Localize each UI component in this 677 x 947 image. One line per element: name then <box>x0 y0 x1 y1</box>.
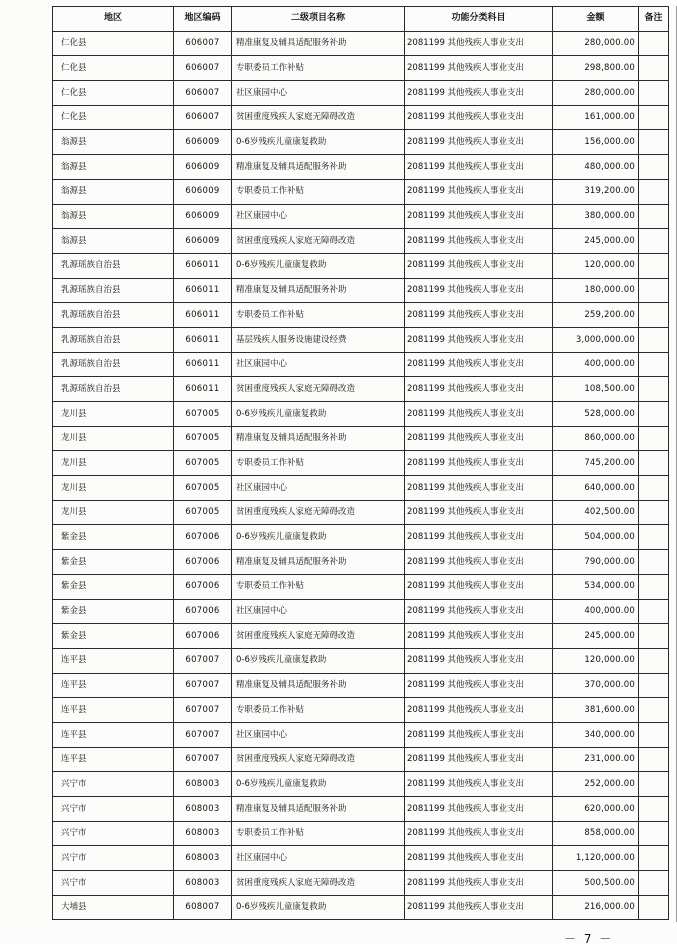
cell-item-name: 贫困重度残疾人家庭无障碍改造 <box>232 105 405 130</box>
cell-function-category: 2081199 其他残疾人事业支出 <box>405 451 553 476</box>
cell-function-category: 2081199 其他残疾人事业支出 <box>405 500 553 525</box>
cell-region: 紫金县 <box>53 574 174 599</box>
cell-item-name: 专职委员工作补贴 <box>232 574 405 599</box>
cell-function-category: 2081199 其他残疾人事业支出 <box>405 476 553 501</box>
cell-note <box>639 772 669 797</box>
cell-note <box>639 253 669 278</box>
cell-item-name: 贫困重度残疾人家庭无障碍改造 <box>232 624 405 649</box>
table-row <box>53 673 669 698</box>
cell-amount: 120,000.00 <box>553 648 639 673</box>
cell-note <box>639 747 669 772</box>
cell-item-name: 精准康复及辅具适配服务补助 <box>232 550 405 575</box>
table-row <box>53 31 669 56</box>
cell-item-name: 专职委员工作补贴 <box>232 179 405 204</box>
cell-region: 龙川县 <box>53 451 174 476</box>
cell-region: 乳源瑶族自治县 <box>53 303 174 328</box>
cell-function-category: 2081199 其他残疾人事业支出 <box>405 426 553 451</box>
cell-amount: 216,000.00 <box>553 895 639 920</box>
cell-item-name: 社区康园中心 <box>232 599 405 624</box>
cell-region: 龙川县 <box>53 402 174 427</box>
cell-function-category: 2081199 其他残疾人事业支出 <box>405 895 553 920</box>
cell-item-name: 精准康复及辅具适配服务补助 <box>232 278 405 303</box>
cell-item-name: 贫困重度残疾人家庭无障碍改造 <box>232 229 405 254</box>
table-row <box>53 204 669 229</box>
cell-item-name: 精准康复及辅具适配服务补助 <box>232 797 405 822</box>
cell-item-name: 贫困重度残疾人家庭无障碍改造 <box>232 747 405 772</box>
cell-amount: 259,200.00 <box>553 303 639 328</box>
cell-region: 兴宁市 <box>53 846 174 871</box>
cell-note <box>639 105 669 130</box>
table-row <box>53 821 669 846</box>
cell-amount: 180,000.00 <box>553 278 639 303</box>
cell-note <box>639 204 669 229</box>
cell-note <box>639 599 669 624</box>
table-row <box>53 451 669 476</box>
cell-function-category: 2081199 其他残疾人事业支出 <box>405 599 553 624</box>
cell-amount: 298,800.00 <box>553 56 639 81</box>
cell-region-code: 607006 <box>174 599 232 624</box>
table-row <box>53 155 669 180</box>
cell-note <box>639 624 669 649</box>
header-region-code: 地区编码 <box>174 7 232 32</box>
cell-function-category: 2081199 其他残疾人事业支出 <box>405 352 553 377</box>
cell-item-name: 精准康复及辅具适配服务补助 <box>232 31 405 56</box>
cell-amount: 120,000.00 <box>553 253 639 278</box>
cell-region: 兴宁市 <box>53 821 174 846</box>
cell-region: 大埔县 <box>53 895 174 920</box>
cell-function-category: 2081199 其他残疾人事业支出 <box>405 871 553 896</box>
cell-item-name: 专职委员工作补贴 <box>232 821 405 846</box>
cell-region-code: 607007 <box>174 673 232 698</box>
table-row <box>53 253 669 278</box>
cell-amount: 252,000.00 <box>553 772 639 797</box>
cell-region-code: 608007 <box>174 895 232 920</box>
cell-item-name: 社区康园中心 <box>232 352 405 377</box>
page-number: － 7 － <box>564 932 614 946</box>
cell-region-code: 606011 <box>174 352 232 377</box>
cell-amount: 161,000.00 <box>553 105 639 130</box>
cell-function-category: 2081199 其他残疾人事业支出 <box>405 673 553 698</box>
cell-region: 乳源瑶族自治县 <box>53 327 174 352</box>
cell-region-code: 606011 <box>174 278 232 303</box>
table-row <box>53 599 669 624</box>
cell-amount: 245,000.00 <box>553 229 639 254</box>
cell-region-code: 607006 <box>174 550 232 575</box>
table-row <box>53 426 669 451</box>
cell-function-category: 2081199 其他残疾人事业支出 <box>405 525 553 550</box>
cell-item-name: 社区康园中心 <box>232 846 405 871</box>
cell-region-code: 607007 <box>174 747 232 772</box>
cell-item-name: 社区康园中心 <box>232 722 405 747</box>
cell-region: 连平县 <box>53 648 174 673</box>
cell-amount: 380,000.00 <box>553 204 639 229</box>
cell-item-name: 0-6岁残疾儿童康复救助 <box>232 525 405 550</box>
funding-table <box>52 6 669 920</box>
cell-function-category: 2081199 其他残疾人事业支出 <box>405 624 553 649</box>
cell-function-category: 2081199 其他残疾人事业支出 <box>405 747 553 772</box>
cell-amount: 381,600.00 <box>553 698 639 723</box>
cell-region: 兴宁市 <box>53 871 174 896</box>
table-row <box>53 402 669 427</box>
cell-region-code: 606011 <box>174 303 232 328</box>
cell-region-code: 606007 <box>174 31 232 56</box>
table-body <box>53 31 669 920</box>
table-row <box>53 56 669 81</box>
cell-amount: 108,500.00 <box>553 377 639 402</box>
cell-region: 翁源县 <box>53 155 174 180</box>
cell-function-category: 2081199 其他残疾人事业支出 <box>405 722 553 747</box>
cell-note <box>639 476 669 501</box>
cell-region: 龙川县 <box>53 476 174 501</box>
table-row <box>53 476 669 501</box>
table-header-row <box>53 7 669 32</box>
table-row <box>53 624 669 649</box>
cell-item-name: 0-6岁残疾儿童康复救助 <box>232 772 405 797</box>
cell-region: 龙川县 <box>53 426 174 451</box>
cell-region: 紫金县 <box>53 550 174 575</box>
cell-item-name: 社区康园中心 <box>232 204 405 229</box>
cell-item-name: 贫困重度残疾人家庭无障碍改造 <box>232 377 405 402</box>
cell-function-category: 2081199 其他残疾人事业支出 <box>405 648 553 673</box>
cell-region-code: 606011 <box>174 253 232 278</box>
table-row <box>53 550 669 575</box>
cell-function-category: 2081199 其他残疾人事业支出 <box>405 155 553 180</box>
cell-amount: 860,000.00 <box>553 426 639 451</box>
cell-amount: 858,000.00 <box>553 821 639 846</box>
cell-function-category: 2081199 其他残疾人事业支出 <box>405 550 553 575</box>
cell-note <box>639 130 669 155</box>
cell-note <box>639 377 669 402</box>
cell-region-code: 608003 <box>174 821 232 846</box>
cell-item-name: 基层残疾人服务设施建设经费 <box>232 327 405 352</box>
cell-function-category: 2081199 其他残疾人事业支出 <box>405 821 553 846</box>
cell-amount: 480,000.00 <box>553 155 639 180</box>
cell-item-name: 专职委员工作补贴 <box>232 56 405 81</box>
cell-amount: 1,120,000.00 <box>553 846 639 871</box>
cell-region-code: 606009 <box>174 179 232 204</box>
cell-region: 连平县 <box>53 698 174 723</box>
table-row <box>53 303 669 328</box>
cell-region: 乳源瑶族自治县 <box>53 377 174 402</box>
cell-amount: 156,000.00 <box>553 130 639 155</box>
cell-amount: 245,000.00 <box>553 624 639 649</box>
cell-amount: 280,000.00 <box>553 81 639 106</box>
table-row <box>53 278 669 303</box>
cell-function-category: 2081199 其他残疾人事业支出 <box>405 327 553 352</box>
cell-region: 仁化县 <box>53 81 174 106</box>
table-row <box>53 871 669 896</box>
cell-function-category: 2081199 其他残疾人事业支出 <box>405 303 553 328</box>
cell-item-name: 精准康复及辅具适配服务补助 <box>232 155 405 180</box>
cell-amount: 402,500.00 <box>553 500 639 525</box>
cell-region-code: 606009 <box>174 155 232 180</box>
cell-note <box>639 846 669 871</box>
cell-region: 连平县 <box>53 673 174 698</box>
cell-amount: 504,000.00 <box>553 525 639 550</box>
cell-item-name: 贫困重度残疾人家庭无障碍改造 <box>232 500 405 525</box>
table-row <box>53 229 669 254</box>
header-region: 地区 <box>53 7 174 32</box>
table-row <box>53 130 669 155</box>
cell-note <box>639 179 669 204</box>
header-note: 备注 <box>639 7 669 32</box>
cell-item-name: 0-6岁残疾儿童康复救助 <box>232 130 405 155</box>
cell-function-category: 2081199 其他残疾人事业支出 <box>405 698 553 723</box>
cell-item-name: 社区康园中心 <box>232 81 405 106</box>
table-row <box>53 352 669 377</box>
table-row <box>53 377 669 402</box>
cell-amount: 340,000.00 <box>553 722 639 747</box>
cell-region-code: 606007 <box>174 81 232 106</box>
cell-region: 兴宁市 <box>53 797 174 822</box>
table-row <box>53 698 669 723</box>
cell-region-code: 606011 <box>174 327 232 352</box>
cell-amount: 500,500.00 <box>553 871 639 896</box>
cell-region: 龙川县 <box>53 500 174 525</box>
cell-item-name: 0-6岁残疾儿童康复救助 <box>232 402 405 427</box>
cell-region: 紫金县 <box>53 624 174 649</box>
cell-region: 紫金县 <box>53 525 174 550</box>
cell-region: 仁化县 <box>53 56 174 81</box>
cell-function-category: 2081199 其他残疾人事业支出 <box>405 846 553 871</box>
cell-note <box>639 81 669 106</box>
cell-region-code: 606007 <box>174 105 232 130</box>
cell-amount: 400,000.00 <box>553 352 639 377</box>
cell-function-category: 2081199 其他残疾人事业支出 <box>405 402 553 427</box>
cell-region-code: 606009 <box>174 229 232 254</box>
cell-note <box>639 31 669 56</box>
cell-region-code: 607005 <box>174 402 232 427</box>
table-row <box>53 895 669 920</box>
header-function-category: 功能分类科目 <box>405 7 553 32</box>
cell-function-category: 2081199 其他残疾人事业支出 <box>405 797 553 822</box>
cell-item-name: 专职委员工作补贴 <box>232 698 405 723</box>
cell-note <box>639 327 669 352</box>
cell-region: 翁源县 <box>53 130 174 155</box>
table-row <box>53 648 669 673</box>
cell-region: 翁源县 <box>53 204 174 229</box>
cell-item-name: 贫困重度残疾人家庭无障碍改造 <box>232 871 405 896</box>
cell-region: 乳源瑶族自治县 <box>53 278 174 303</box>
cell-item-name: 专职委员工作补贴 <box>232 303 405 328</box>
cell-amount: 280,000.00 <box>553 31 639 56</box>
cell-region: 乳源瑶族自治县 <box>53 352 174 377</box>
table-row <box>53 722 669 747</box>
cell-region-code: 607005 <box>174 500 232 525</box>
cell-note <box>639 352 669 377</box>
cell-note <box>639 426 669 451</box>
cell-item-name: 精准康复及辅具适配服务补助 <box>232 673 405 698</box>
cell-region-code: 606011 <box>174 377 232 402</box>
cell-function-category: 2081199 其他残疾人事业支出 <box>405 204 553 229</box>
cell-region-code: 608003 <box>174 772 232 797</box>
cell-region-code: 606009 <box>174 204 232 229</box>
cell-region: 翁源县 <box>53 179 174 204</box>
cell-note <box>639 797 669 822</box>
cell-amount: 370,000.00 <box>553 673 639 698</box>
cell-item-name: 精准康复及辅具适配服务补助 <box>232 426 405 451</box>
cell-region-code: 607005 <box>174 451 232 476</box>
cell-note <box>639 451 669 476</box>
cell-function-category: 2081199 其他残疾人事业支出 <box>405 81 553 106</box>
cell-amount: 534,000.00 <box>553 574 639 599</box>
cell-amount: 745,200.00 <box>553 451 639 476</box>
cell-note <box>639 821 669 846</box>
cell-note <box>639 229 669 254</box>
cell-region: 兴宁市 <box>53 772 174 797</box>
header-amount: 金额 <box>553 7 639 32</box>
cell-function-category: 2081199 其他残疾人事业支出 <box>405 574 553 599</box>
cell-function-category: 2081199 其他残疾人事业支出 <box>405 278 553 303</box>
cell-region-code: 607006 <box>174 574 232 599</box>
cell-amount: 231,000.00 <box>553 747 639 772</box>
cell-region-code: 608003 <box>174 797 232 822</box>
table-row <box>53 500 669 525</box>
cell-region-code: 606007 <box>174 56 232 81</box>
cell-function-category: 2081199 其他残疾人事业支出 <box>405 31 553 56</box>
header-item-name: 二级项目名称 <box>232 7 405 32</box>
cell-item-name: 0-6岁残疾儿童康复救助 <box>232 253 405 278</box>
table-row <box>53 797 669 822</box>
table-row <box>53 105 669 130</box>
cell-region: 紫金县 <box>53 599 174 624</box>
cell-note <box>639 278 669 303</box>
cell-note <box>639 155 669 180</box>
cell-function-category: 2081199 其他残疾人事业支出 <box>405 179 553 204</box>
cell-function-category: 2081199 其他残疾人事业支出 <box>405 56 553 81</box>
cell-note <box>639 722 669 747</box>
cell-region-code: 608003 <box>174 871 232 896</box>
cell-amount: 790,000.00 <box>553 550 639 575</box>
cell-item-name: 社区康园中心 <box>232 476 405 501</box>
cell-note <box>639 574 669 599</box>
cell-note <box>639 550 669 575</box>
cell-region-code: 607007 <box>174 698 232 723</box>
cell-note <box>639 56 669 81</box>
cell-note <box>639 525 669 550</box>
cell-function-category: 2081199 其他残疾人事业支出 <box>405 105 553 130</box>
cell-function-category: 2081199 其他残疾人事业支出 <box>405 229 553 254</box>
cell-amount: 528,000.00 <box>553 402 639 427</box>
cell-region: 乳源瑶族自治县 <box>53 253 174 278</box>
cell-region-code: 607007 <box>174 648 232 673</box>
cell-region: 连平县 <box>53 747 174 772</box>
cell-region-code: 607006 <box>174 624 232 649</box>
cell-region-code: 607005 <box>174 426 232 451</box>
cell-function-category: 2081199 其他残疾人事业支出 <box>405 130 553 155</box>
cell-note <box>639 895 669 920</box>
table-row <box>53 525 669 550</box>
cell-region: 仁化县 <box>53 105 174 130</box>
cell-note <box>639 500 669 525</box>
cell-item-name: 0-6岁残疾儿童康复救助 <box>232 648 405 673</box>
table-row <box>53 747 669 772</box>
cell-amount: 620,000.00 <box>553 797 639 822</box>
cell-region-code: 608003 <box>174 846 232 871</box>
cell-region-code: 607007 <box>174 722 232 747</box>
cell-item-name: 专职委员工作补贴 <box>232 451 405 476</box>
cell-amount: 3,000,000.00 <box>553 327 639 352</box>
cell-region-code: 606009 <box>174 130 232 155</box>
cell-function-category: 2081199 其他残疾人事业支出 <box>405 377 553 402</box>
table-row <box>53 772 669 797</box>
cell-region: 仁化县 <box>53 31 174 56</box>
cell-region: 连平县 <box>53 722 174 747</box>
table-row <box>53 846 669 871</box>
cell-amount: 640,000.00 <box>553 476 639 501</box>
cell-region-code: 607006 <box>174 525 232 550</box>
cell-note <box>639 648 669 673</box>
cell-note <box>639 402 669 427</box>
cell-region: 翁源县 <box>53 229 174 254</box>
cell-function-category: 2081199 其他残疾人事业支出 <box>405 253 553 278</box>
cell-amount: 400,000.00 <box>553 599 639 624</box>
cell-note <box>639 303 669 328</box>
cell-region-code: 607005 <box>174 476 232 501</box>
cell-item-name: 0-6岁残疾儿童康复救助 <box>232 895 405 920</box>
table-row <box>53 81 669 106</box>
cell-note <box>639 698 669 723</box>
cell-amount: 319,200.00 <box>553 179 639 204</box>
cell-note <box>639 673 669 698</box>
cell-note <box>639 871 669 896</box>
table-row <box>53 179 669 204</box>
table-row <box>53 327 669 352</box>
table-row <box>53 574 669 599</box>
cell-function-category: 2081199 其他残疾人事业支出 <box>405 772 553 797</box>
